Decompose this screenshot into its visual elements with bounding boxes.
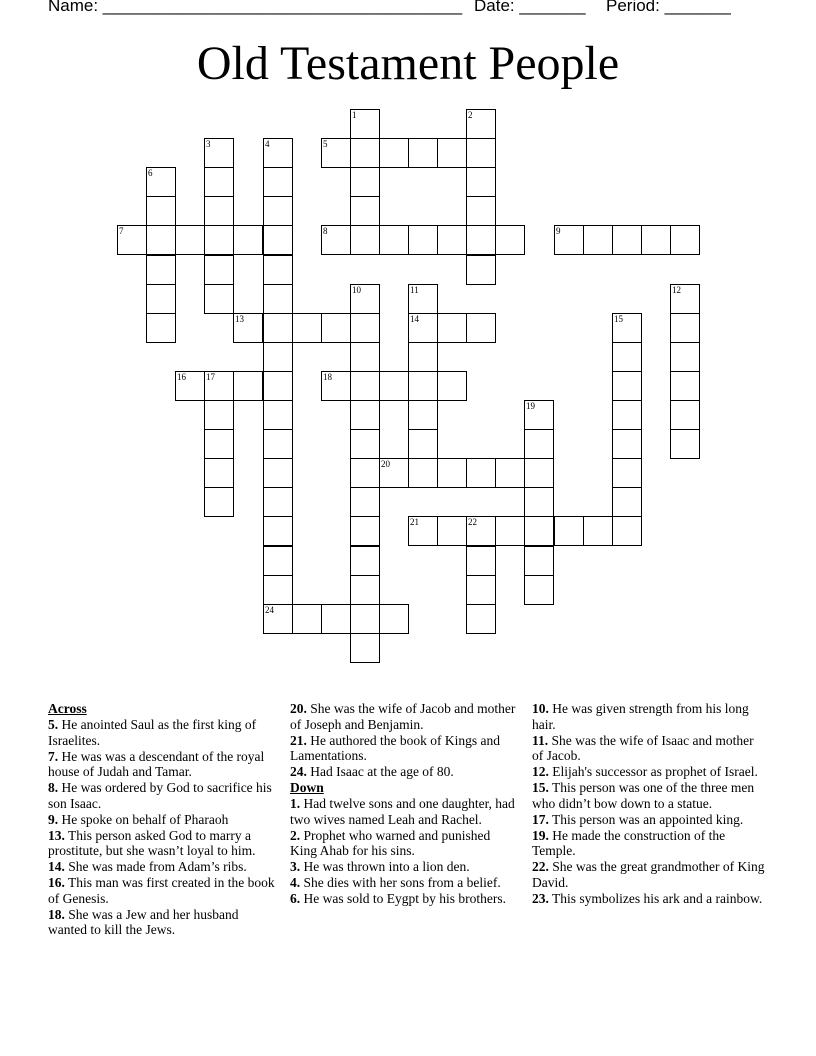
clue-item xyxy=(290,796,520,827)
clue-item xyxy=(48,780,278,811)
clue-text: She was the wife of Jacob and mother of Joseph and Benjamin. xyxy=(290,701,516,732)
grid-cell[interactable] xyxy=(554,225,584,255)
grid-cell[interactable] xyxy=(408,313,438,343)
clue-text: This person asked God to marry a prostitute, but she wasn’t loyal to him. xyxy=(48,827,256,858)
grid-cell[interactable] xyxy=(466,167,496,197)
grid-cell[interactable] xyxy=(350,429,380,459)
cell-number: 4 xyxy=(265,139,270,149)
grid-cell[interactable] xyxy=(146,225,176,255)
cell-number: 24 xyxy=(265,605,274,615)
grid-cell[interactable] xyxy=(437,371,467,401)
clue-text: Prophet who warned and punished King Ahab for his sins. xyxy=(290,827,491,858)
clue-text: Elijah's successor as prophet of Israel. xyxy=(552,764,758,779)
grid-cell[interactable] xyxy=(263,371,293,401)
grid-cell[interactable] xyxy=(263,313,293,343)
cell-number: 15 xyxy=(614,314,623,324)
clue-text: He was was a descendant of the royal house of Judah and Tamar. xyxy=(48,748,265,779)
cell-number: 9 xyxy=(556,226,561,236)
clue-text: She was a Jew and her husband wanted to kill the Jews. xyxy=(48,906,239,937)
clue-item xyxy=(532,780,768,811)
clue-number: 1. xyxy=(290,796,301,811)
grid-cell[interactable] xyxy=(146,313,176,343)
grid-cell[interactable] xyxy=(437,138,467,168)
grid-cell[interactable] xyxy=(350,342,380,372)
grid-cell[interactable] xyxy=(321,225,351,255)
grid-cell[interactable] xyxy=(350,487,380,517)
grid-cell[interactable] xyxy=(204,138,234,168)
cell-number: 21 xyxy=(410,517,419,527)
cell-number: 18 xyxy=(323,372,332,382)
grid-cell[interactable] xyxy=(117,225,147,255)
grid-cell[interactable] xyxy=(524,400,554,430)
clue-text: She was the wife of Isaac and mother of Jacob. xyxy=(532,732,754,763)
clue-item xyxy=(290,828,520,859)
grid-cell[interactable] xyxy=(233,225,263,255)
grid-cell[interactable] xyxy=(350,458,380,488)
clue-text: He made the construction of the Temple. xyxy=(532,827,726,858)
grid-cell[interactable] xyxy=(263,284,293,314)
grid-cell[interactable] xyxy=(670,371,700,401)
clue-number: 2. xyxy=(290,827,301,843)
clue-item xyxy=(48,717,278,748)
grid-cell[interactable] xyxy=(263,342,293,372)
grid-cell[interactable] xyxy=(524,429,554,459)
grid-cell[interactable] xyxy=(204,225,234,255)
grid-cell[interactable] xyxy=(233,371,263,401)
grid-cell[interactable] xyxy=(263,138,293,168)
grid-cell[interactable] xyxy=(583,516,613,546)
grid-cell[interactable] xyxy=(204,167,234,197)
grid-cell[interactable] xyxy=(466,109,496,139)
grid-cell[interactable] xyxy=(321,371,351,401)
clue-item xyxy=(532,828,768,859)
grid-cell[interactable] xyxy=(321,313,351,343)
date-field[interactable]: Date: _______ xyxy=(474,0,586,15)
grid-cell[interactable] xyxy=(612,371,642,401)
grid-cell[interactable] xyxy=(350,371,380,401)
grid-cell[interactable] xyxy=(495,516,525,546)
grid-cell[interactable] xyxy=(350,516,380,546)
grid-cell[interactable] xyxy=(612,225,642,255)
grid-cell[interactable] xyxy=(408,225,438,255)
clue-item xyxy=(290,859,520,875)
grid-cell[interactable] xyxy=(204,400,234,430)
cell-number: 10 xyxy=(352,285,361,295)
grid-cell[interactable] xyxy=(466,604,496,634)
grid-cell[interactable] xyxy=(408,458,438,488)
grid-cell[interactable] xyxy=(670,429,700,459)
clue-item xyxy=(532,701,768,732)
grid-cell[interactable] xyxy=(437,225,467,255)
grid-cell[interactable] xyxy=(263,429,293,459)
grid-cell[interactable] xyxy=(612,487,642,517)
clue-number: 13. xyxy=(48,827,65,843)
grid-cell[interactable] xyxy=(350,196,380,226)
clue-number: 8. xyxy=(48,780,59,795)
clue-text: Had twelve sons and one daughter, had two wives named Leah and Rachel. xyxy=(290,796,515,827)
grid-cell[interactable] xyxy=(204,487,234,517)
cell-number: 14 xyxy=(410,314,419,324)
cell-number: 19 xyxy=(526,401,535,411)
grid-cell[interactable] xyxy=(495,458,525,488)
grid-cell[interactable] xyxy=(350,400,380,430)
grid-cell[interactable] xyxy=(350,225,380,255)
clue-number: 15. xyxy=(532,780,549,795)
grid-cell[interactable] xyxy=(408,516,438,546)
clue-text: He authored the book of Kings and Lamentations. xyxy=(290,732,500,763)
grid-cell[interactable] xyxy=(670,225,700,255)
clue-number: 19. xyxy=(532,827,549,843)
grid-cell[interactable] xyxy=(204,284,234,314)
grid-cell[interactable] xyxy=(466,575,496,605)
grid-cell[interactable] xyxy=(612,516,642,546)
page-title: Old Testament People xyxy=(196,37,620,90)
grid-cell[interactable] xyxy=(466,196,496,226)
period-field[interactable]: Period: _______ xyxy=(606,0,731,15)
clue-item xyxy=(532,764,768,780)
grid-cell[interactable] xyxy=(524,516,554,546)
grid-cell[interactable] xyxy=(524,487,554,517)
grid-cell[interactable] xyxy=(612,342,642,372)
grid-cell[interactable] xyxy=(437,516,467,546)
grid-cell[interactable] xyxy=(146,255,176,285)
clue-text: She was made from Adam’s ribs. xyxy=(68,859,247,874)
grid-cell[interactable] xyxy=(350,284,380,314)
grid-cell[interactable] xyxy=(146,196,176,226)
grid-cell[interactable] xyxy=(554,516,584,546)
clue-number: 11. xyxy=(532,732,549,748)
grid-cell[interactable] xyxy=(466,516,496,546)
clue-number: 17. xyxy=(532,811,549,827)
grid-cell[interactable] xyxy=(204,458,234,488)
clue-number: 14. xyxy=(48,859,65,874)
clue-text: This symbolizes his ark and a rainbow. xyxy=(552,890,763,906)
clue-item xyxy=(48,907,278,938)
grid-cell[interactable] xyxy=(379,225,409,255)
grid-cell[interactable] xyxy=(670,342,700,372)
grid-cell[interactable] xyxy=(466,313,496,343)
clue-item xyxy=(532,733,768,764)
clue-text: He spoke on behalf of Pharaoh xyxy=(61,811,229,827)
clue-text: He was given strength from his long hair. xyxy=(532,701,749,732)
clue-number: 18. xyxy=(48,906,65,922)
grid-cell[interactable] xyxy=(175,371,205,401)
grid-cell[interactable] xyxy=(408,138,438,168)
clue-item xyxy=(48,749,278,780)
grid-cell[interactable] xyxy=(408,284,438,314)
grid-cell[interactable] xyxy=(233,313,263,343)
grid-cell[interactable] xyxy=(437,313,467,343)
grid-cell[interactable] xyxy=(408,429,438,459)
clue-column-3 xyxy=(532,701,768,907)
grid-cell[interactable] xyxy=(612,313,642,343)
clue-item xyxy=(48,859,278,875)
grid-cell[interactable] xyxy=(466,225,496,255)
grid-cell[interactable] xyxy=(524,458,554,488)
cell-number: 1 xyxy=(352,110,357,120)
cell-number: 12 xyxy=(672,285,681,295)
grid-cell[interactable] xyxy=(350,575,380,605)
cell-number: 6 xyxy=(148,168,153,178)
clue-text: This man was first created in the book of Genesis. xyxy=(48,875,275,906)
cell-number: 17 xyxy=(206,372,215,382)
down-heading: Down xyxy=(290,780,324,795)
cell-number: 2 xyxy=(468,110,473,120)
grid-cell[interactable] xyxy=(263,225,293,255)
clue-item xyxy=(532,859,768,890)
clue-item xyxy=(290,875,520,891)
cell-number: 16 xyxy=(177,372,186,382)
grid-cell[interactable] xyxy=(641,225,671,255)
clue-number: 9. xyxy=(48,811,59,827)
clue-number: 23. xyxy=(532,890,549,906)
grid-cell[interactable] xyxy=(321,604,351,634)
grid-cell[interactable] xyxy=(670,284,700,314)
clue-number: 24. xyxy=(290,764,307,779)
clue-text: He was ordered by God to sacrifice his son Isaac. xyxy=(48,780,272,811)
grid-cell[interactable] xyxy=(263,196,293,226)
grid-cell[interactable] xyxy=(204,429,234,459)
clue-item xyxy=(532,891,768,907)
grid-cell[interactable] xyxy=(263,400,293,430)
grid-cell[interactable] xyxy=(670,313,700,343)
grid-cell[interactable] xyxy=(350,546,380,576)
grid-cell[interactable] xyxy=(350,138,380,168)
grid-cell[interactable] xyxy=(263,575,293,605)
grid-cell[interactable] xyxy=(408,400,438,430)
grid-cell[interactable] xyxy=(466,138,496,168)
clue-text: She was the great grandmother of King David. xyxy=(532,859,765,890)
grid-cell[interactable] xyxy=(437,458,467,488)
clue-number: 22. xyxy=(532,859,549,874)
grid-cell[interactable] xyxy=(263,516,293,546)
clue-item xyxy=(290,891,520,907)
grid-cell[interactable] xyxy=(263,604,293,634)
grid-cell[interactable] xyxy=(146,167,176,197)
clue-number: 10. xyxy=(532,701,549,716)
cell-number: 20 xyxy=(381,459,390,469)
grid-cell[interactable] xyxy=(263,255,293,285)
clue-item xyxy=(290,733,520,764)
across-heading: Across xyxy=(48,701,87,716)
clue-column-2 xyxy=(290,701,520,907)
clue-text: He was sold to Eygpt by his brothers. xyxy=(303,891,506,906)
grid-cell[interactable] xyxy=(263,458,293,488)
clue-item xyxy=(48,812,278,828)
grid-cell[interactable] xyxy=(379,604,409,634)
grid-cell[interactable] xyxy=(292,604,322,634)
name-field[interactable]: Name: ______________________________________ xyxy=(48,0,463,15)
clue-column-1 xyxy=(48,701,278,938)
grid-cell[interactable] xyxy=(612,400,642,430)
cell-number: 22 xyxy=(468,517,477,527)
clue-item xyxy=(290,764,520,780)
clue-text: He anointed Saul as the first king of Israelites. xyxy=(48,717,257,748)
grid-cell[interactable] xyxy=(524,575,554,605)
clue-number: 7. xyxy=(48,748,59,764)
cell-number: 5 xyxy=(323,139,328,149)
grid-cell[interactable] xyxy=(263,487,293,517)
grid-cell[interactable] xyxy=(146,284,176,314)
grid-cell[interactable] xyxy=(350,167,380,197)
grid-cell[interactable] xyxy=(379,458,409,488)
grid-cell[interactable] xyxy=(466,255,496,285)
clue-text: This person was an appointed king. xyxy=(552,811,744,827)
grid-cell[interactable] xyxy=(263,167,293,197)
grid-cell[interactable] xyxy=(583,225,613,255)
clue-number: 4. xyxy=(290,875,301,890)
clue-item xyxy=(48,828,278,859)
clue-number: 6. xyxy=(290,891,301,906)
clue-item xyxy=(48,875,278,906)
cell-number: 11 xyxy=(410,285,419,295)
grid-cell[interactable] xyxy=(175,225,205,255)
clue-text: This person was one of the three men who didn’t bow down to a statue. xyxy=(532,780,755,811)
grid-cell[interactable] xyxy=(321,138,351,168)
cell-number: 7 xyxy=(119,226,124,236)
grid-cell[interactable] xyxy=(379,138,409,168)
clue-number: 20. xyxy=(290,701,307,716)
grid-cell[interactable] xyxy=(612,458,642,488)
clue-text: She dies with her sons from a belief. xyxy=(303,875,501,890)
clue-item xyxy=(290,701,520,732)
clue-text: Had Isaac at the age of 80. xyxy=(310,764,454,779)
grid-cell[interactable] xyxy=(670,400,700,430)
grid-cell[interactable] xyxy=(350,109,380,139)
grid-cell[interactable] xyxy=(495,225,525,255)
grid-cell[interactable] xyxy=(204,255,234,285)
clue-number: 12. xyxy=(532,764,549,779)
clue-number: 5. xyxy=(48,717,59,732)
grid-cell[interactable] xyxy=(466,458,496,488)
grid-cell[interactable] xyxy=(263,546,293,576)
cell-number: 13 xyxy=(235,314,244,324)
clue-number: 16. xyxy=(48,875,65,890)
grid-cell[interactable] xyxy=(292,313,322,343)
grid-cell[interactable] xyxy=(408,371,438,401)
clue-number: 21. xyxy=(290,732,307,748)
grid-cell[interactable] xyxy=(408,342,438,372)
grid-cell[interactable] xyxy=(204,196,234,226)
cell-number: 8 xyxy=(323,226,328,236)
clue-text: He was thrown into a lion den. xyxy=(303,859,470,874)
clue-number: 3. xyxy=(290,859,301,874)
cell-number: 3 xyxy=(206,139,211,149)
clue-item xyxy=(532,812,768,828)
grid-cell[interactable] xyxy=(524,546,554,576)
grid-cell[interactable] xyxy=(379,371,409,401)
grid-cell[interactable] xyxy=(350,633,380,663)
grid-cell[interactable] xyxy=(350,313,380,343)
grid-cell[interactable] xyxy=(466,546,496,576)
grid-cell[interactable] xyxy=(204,371,234,401)
grid-cell[interactable] xyxy=(612,429,642,459)
grid-cell[interactable] xyxy=(350,604,380,634)
